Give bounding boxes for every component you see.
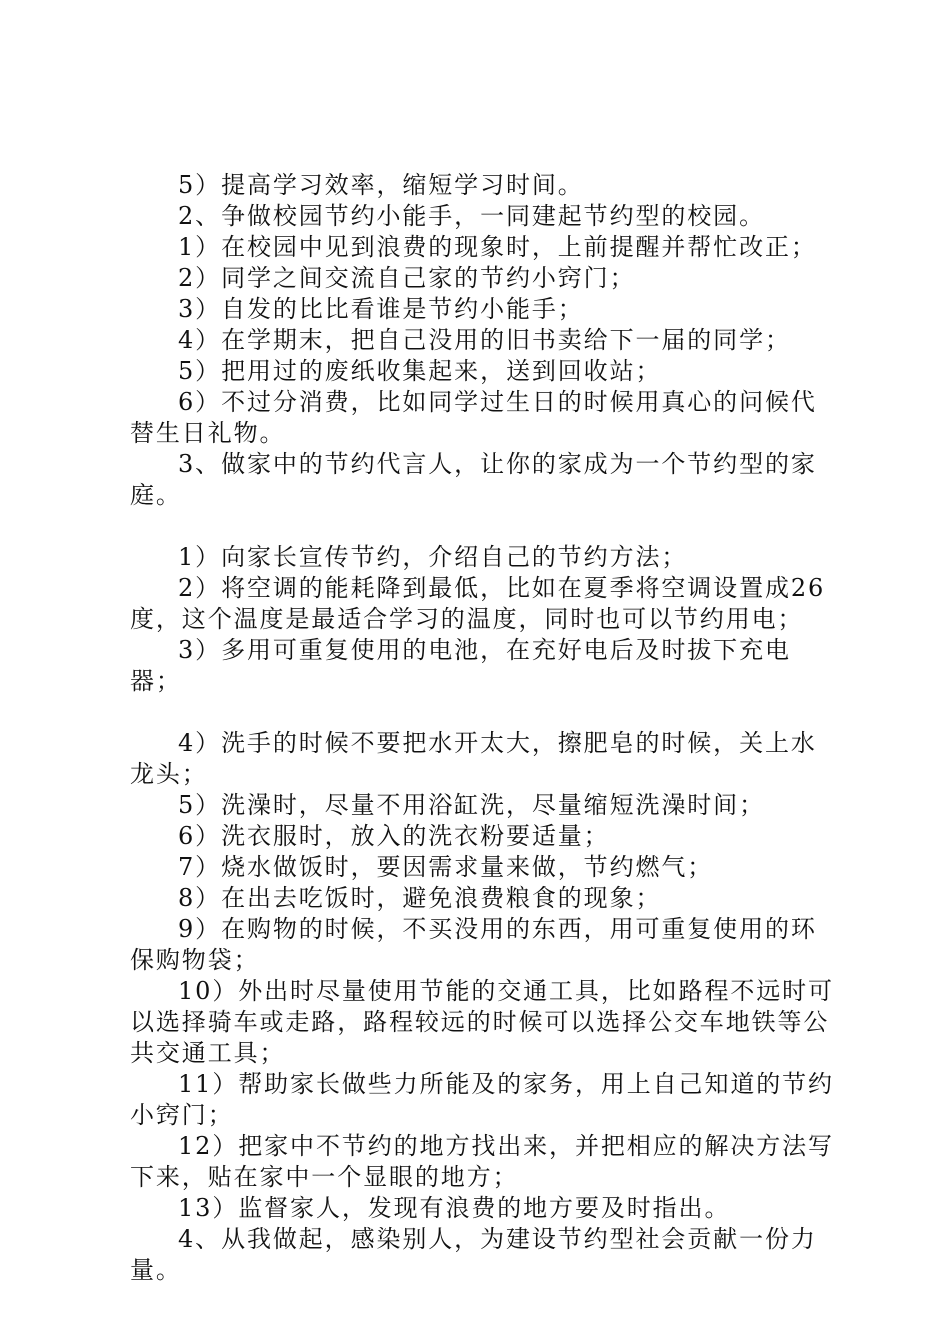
paragraph-batteries: 3）多用可重复使用的电池，在充好电后及时拔下充电器； (130, 636, 791, 695)
paragraph-housework: 11）帮助家长做些力所能及的家务，用上自己知道的节约小窍门； (130, 1070, 834, 1129)
paragraph-air-conditioner: 2）将空调的能耗降到最低，比如在夏季将空调设置成26度，这个温度是最适合学习的温度，同时也可以节约用电； (130, 574, 826, 633)
paragraph-find-waste: 12）把家中不节约的地方找出来，并把相应的解决方法写下来，贴在家中一个显眼的地方； (130, 1132, 834, 1191)
paragraph-bathing: 5）洗澡时，尽量不用浴缸洗，尽量缩短洗澡时间； (178, 791, 765, 819)
blank-line (130, 511, 840, 542)
paragraph-transport: 10）外出时尽量使用节能的交通工具，比如路程不远时可以选择骑车或走路，路程较远的时候可以选择公交车地铁等公共交通工具； (130, 977, 834, 1067)
paragraph-compare: 3）自发的比比看谁是节约小能手； (178, 295, 584, 323)
paragraph-shopping: 9）在购物的时候，不买没用的东西，用可重复使用的环保购物袋； (130, 915, 817, 974)
paragraph-cooking: 7）烧水做饭时，要因需求量来做，节约燃气； (178, 853, 714, 881)
paragraph-eating-out: 8）在出去吃饭时，避免浪费粮食的现象； (178, 884, 662, 912)
paragraph-promote-saving: 1）向家长宣传节约，介绍自己的节约方法； (178, 543, 688, 571)
heading-home-saver: 3、做家中的节约代言人，让你的家成为一个节约型的家庭。 (130, 450, 817, 509)
paragraph-efficiency: 5）提高学习效率，缩短学习时间。 (178, 171, 584, 199)
document-body (130, 170, 840, 1286)
heading-campus-saver: 2、争做校园节约小能手，一同建起节约型的校园。 (178, 202, 765, 230)
paragraph-remind-waste: 1）在校园中见到浪费的现象时，上前提醒并帮忙改正； (178, 233, 817, 261)
heading-start-with-me: 4、从我做起，感染别人，为建设节约型社会贡献一份力量。 (130, 1225, 817, 1284)
paragraph-sell-books: 4）在学期末，把自己没用的旧书卖给下一届的同学； (178, 326, 791, 354)
paragraph-supervise: 13）监督家人，发现有浪费的地方要及时指出。 (178, 1194, 731, 1222)
paragraph-share-tips: 2）同学之间交流自己家的节约小窍门； (178, 264, 636, 292)
paragraph-recycle-paper: 5）把用过的废纸收集起来，送到回收站； (178, 357, 662, 385)
blank-line (130, 697, 840, 728)
paragraph-laundry: 6）洗衣服时，放入的洗衣粉要适量； (178, 822, 610, 850)
paragraph-no-overspending: 6）不过分消费，比如同学过生日的时候用真心的问候代替生日礼物。 (130, 388, 817, 447)
paragraph-hand-washing: 4）洗手的时候不要把水开太大，擦肥皂的时候，关上水龙头； (130, 729, 817, 788)
